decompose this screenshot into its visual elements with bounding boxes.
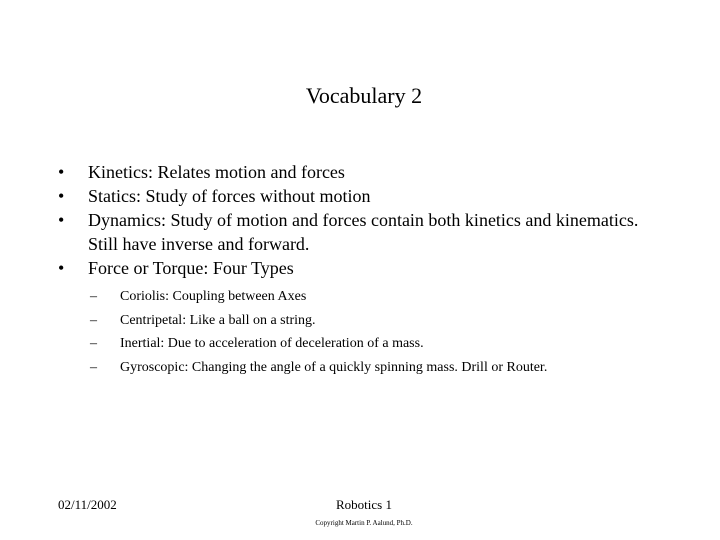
footer-date: 02/11/2002 bbox=[58, 497, 117, 512]
bullet-icon: • bbox=[58, 210, 65, 230]
bullet-text: Kinetics: Relates motion and forces bbox=[88, 162, 345, 182]
bullet-icon: • bbox=[58, 258, 65, 278]
bullet-text: Dynamics: Study of motion and forces contain both kinetics and kinematics. Still have inverse and forward. bbox=[88, 210, 639, 254]
dash-icon: – bbox=[90, 312, 97, 328]
bullet-item-kinetics bbox=[58, 160, 658, 184]
sub-bullet-text: Gyroscopic: Changing the angle of a quickly spinning mass. Drill or Router. bbox=[120, 359, 548, 375]
sub-bullet-gyroscopic bbox=[90, 356, 658, 380]
dash-icon: – bbox=[90, 336, 97, 351]
footer-course: Robotics 1 bbox=[336, 497, 392, 512]
bullet-item-dynamics bbox=[58, 208, 658, 256]
bullet-item-statics bbox=[58, 184, 658, 208]
sub-bullet-text: Centripetal: Like a ball on a string. bbox=[120, 312, 316, 328]
sub-bullet-list bbox=[90, 285, 658, 379]
slide-title: Vocabulary 2 bbox=[305, 83, 423, 108]
bullet-item-force-torque bbox=[58, 256, 658, 379]
sub-bullet-centripetal bbox=[90, 309, 658, 333]
sub-bullet-inertial bbox=[90, 332, 658, 356]
bullet-text: Statics: Study of forces without motion bbox=[88, 186, 371, 206]
sub-bullet-text: Coriolis: Coupling between Axes bbox=[120, 289, 307, 304]
dash-icon: – bbox=[90, 359, 97, 375]
bullet-icon: • bbox=[58, 162, 65, 182]
footer-copyright: Copyright Martin P. Aalund, Ph.D. bbox=[315, 519, 413, 527]
bullet-list bbox=[58, 160, 658, 379]
dash-icon: – bbox=[90, 289, 97, 304]
sub-bullet-text: Inertial: Due to acceleration of deceleration of a mass. bbox=[120, 336, 424, 351]
sub-bullet-coriolis bbox=[90, 285, 658, 309]
bullet-text: Force or Torque: Four Types bbox=[88, 258, 294, 278]
bullet-icon: • bbox=[58, 186, 65, 206]
